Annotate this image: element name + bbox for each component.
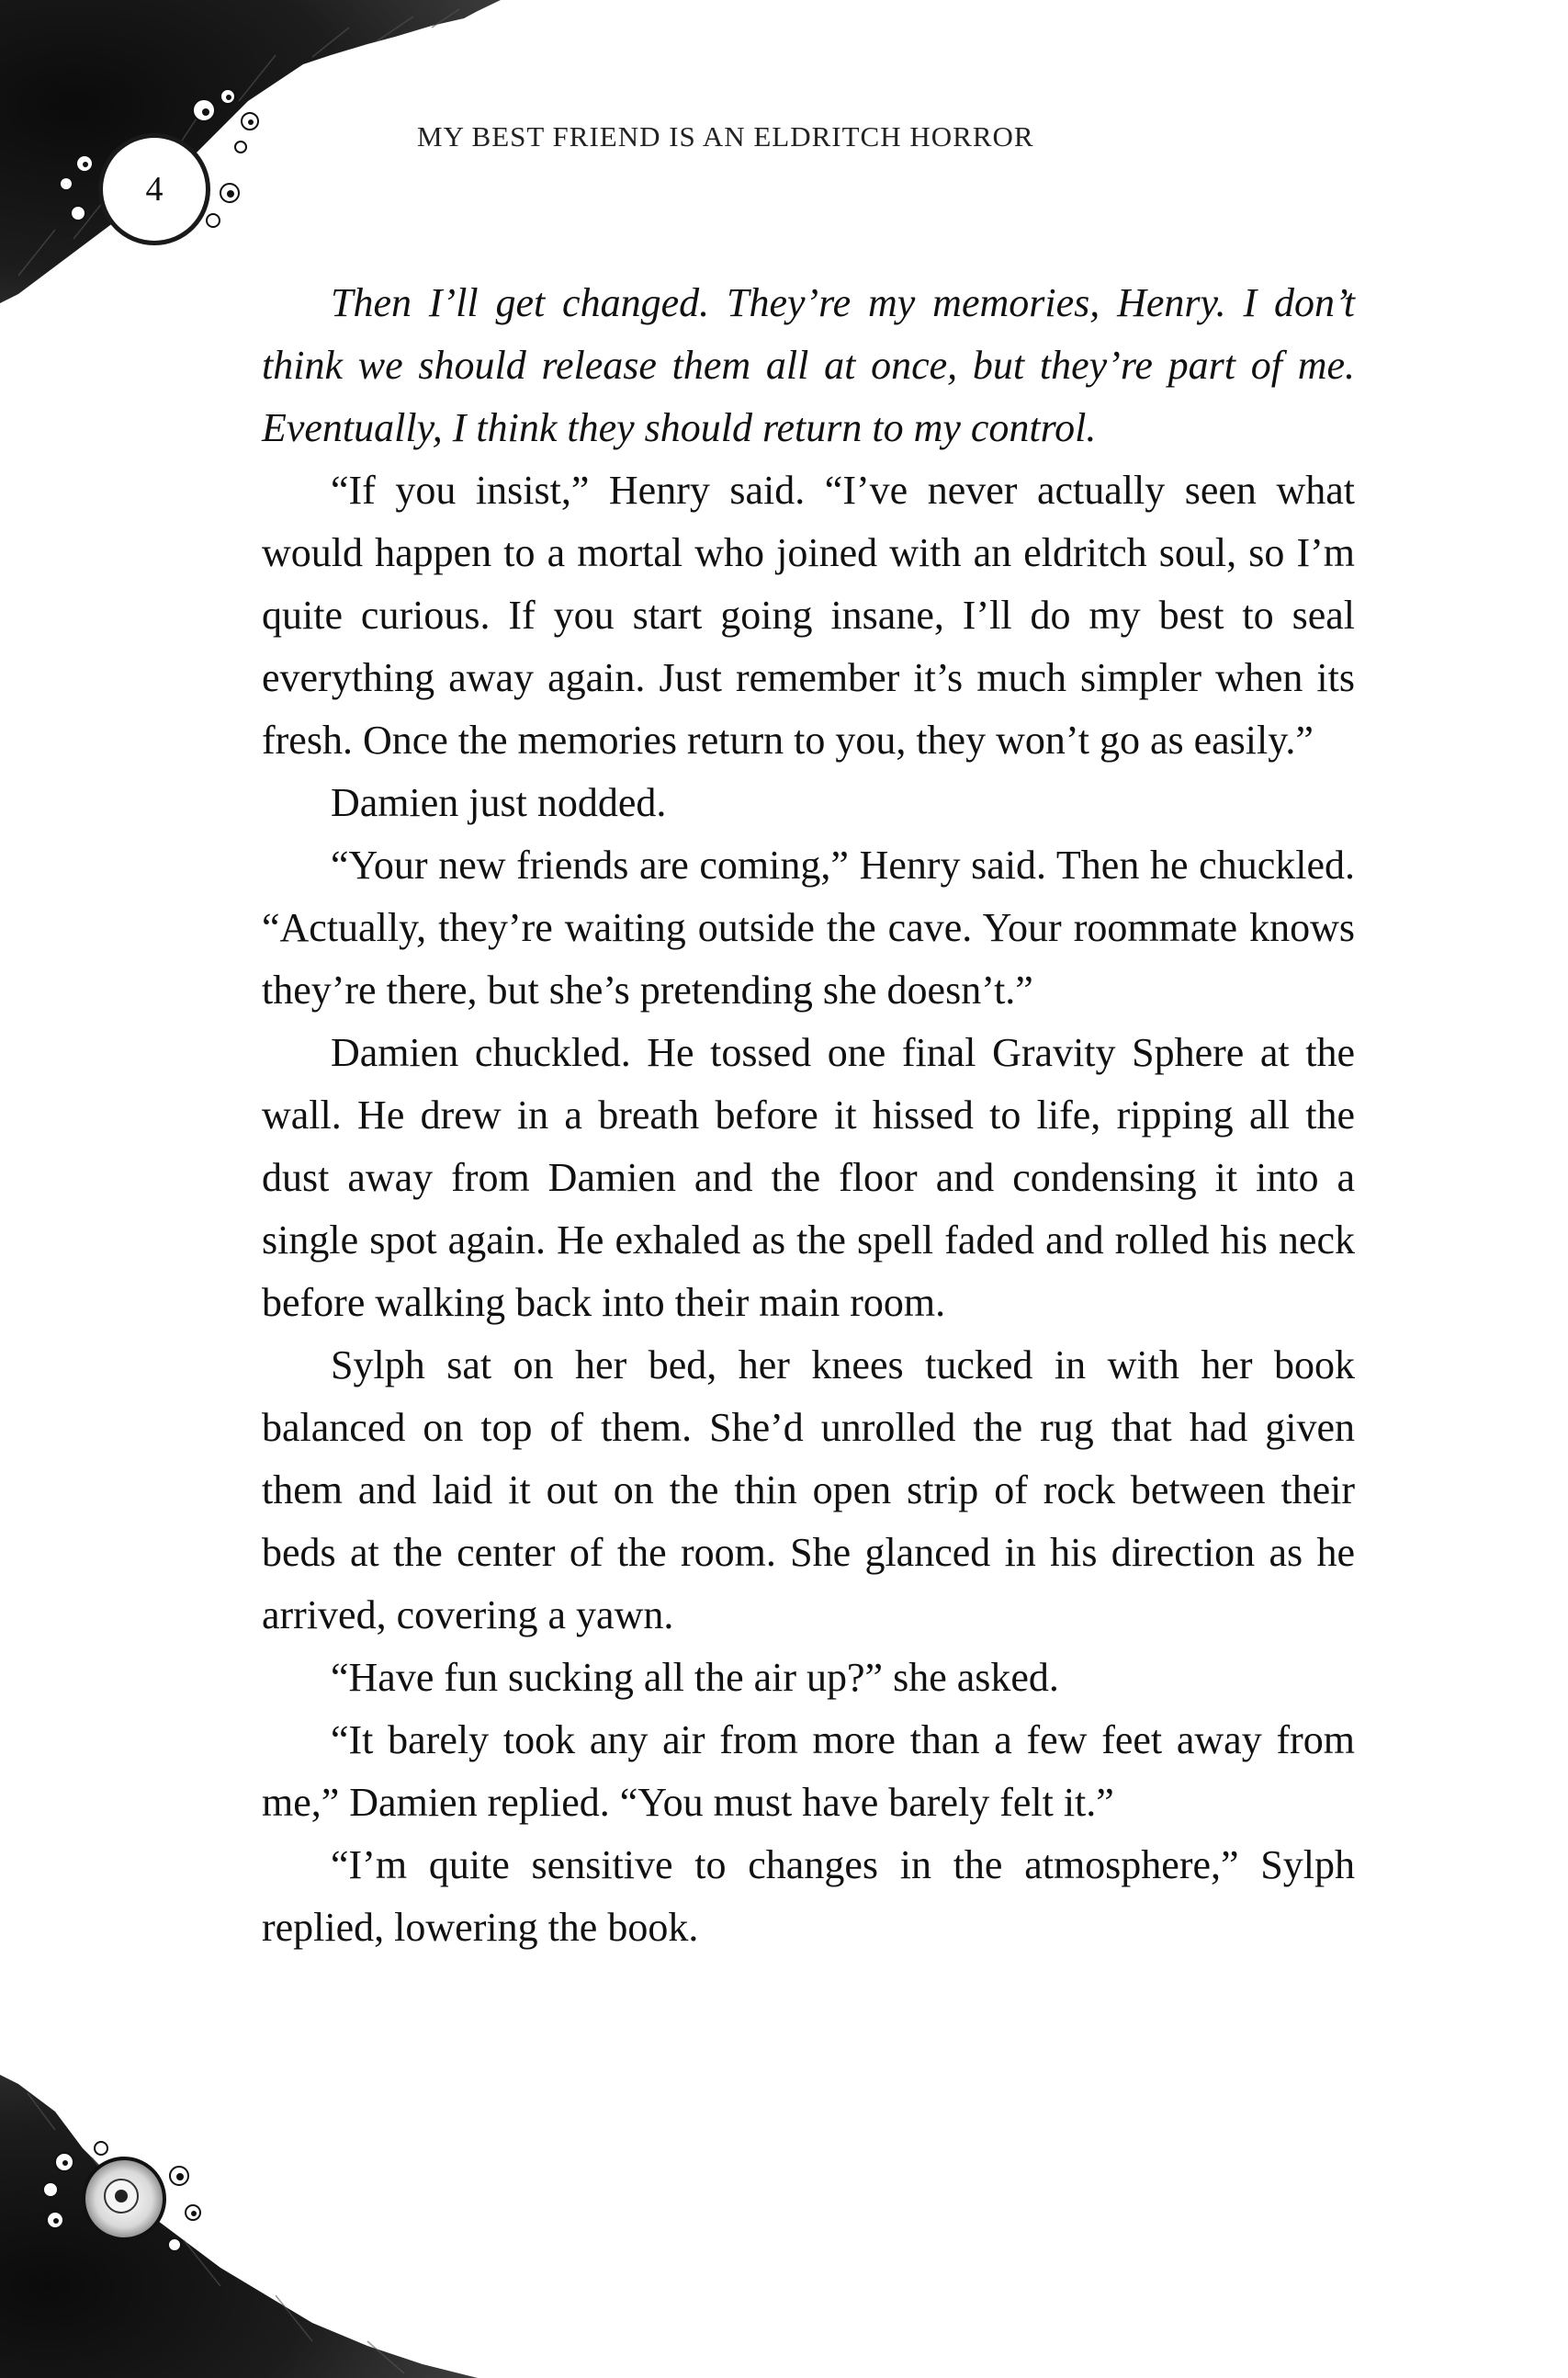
paragraph: “It barely took any air from more than a few feet away from me,” Damien replied. “You must have barely felt it.”: [262, 1717, 1355, 1825]
page-number: 4: [145, 170, 164, 209]
paragraph: “Have fun sucking all the air up?” she asked.: [331, 1655, 1059, 1700]
paragraph: “I’m quite sensitive to changes in the atmosphere,” Sylph replied, lowering the book.: [262, 1842, 1355, 1950]
paragraph: Sylph sat on her bed, her knees tucked in with her book balanced on top of them. She’d unrolled the rug that had given them and laid it out on the thin open strip of rock between their beds at the center of the room. She glanced in his direction as he arrived, covering a yawn.: [262, 1342, 1355, 1637]
paragraph: Then I’ll get changed. They’re my memories, Henry. I don’t think we should release them all at once, but they’re part of me. Eventually, I think they should return to my control.: [262, 280, 1355, 450]
big-eye-icon: [84, 2158, 164, 2239]
paragraph: “Your new friends are coming,” Henry said. Then he chuckled. “Actually, they’re waiting outside the cave. Your roommate knows they’re there, but she’s pretending she doesn’t.”: [262, 843, 1355, 1013]
page-number-badge: [103, 138, 206, 241]
paragraph: Damien just nodded.: [331, 780, 667, 825]
body-text: [262, 272, 1355, 1959]
running-head: MY BEST FRIEND IS AN ELDRITCH HORROR: [417, 120, 1034, 153]
paragraph: Damien chuckled. He tossed one final Gravity Sphere at the wall. He drew in a breath before it hissed to life, ripping all the dust away from Damien and the floor and condensing it into a single spot again. He exhaled as the spell faded and rolled his neck before walking back into their main room.: [262, 1030, 1355, 1325]
corner-illustration-bottom: [0, 2075, 514, 2378]
paragraph: “If you insist,” Henry said. “I’ve never actually seen what would happen to a mortal who joined with an eldritch soul, so I’m quite curious. If you start going insane, I’ll do my best to seal everything away again. Just remember it’s much simpler when its fresh. Once the memories return to you, they won’t go as easily.”: [262, 468, 1355, 763]
